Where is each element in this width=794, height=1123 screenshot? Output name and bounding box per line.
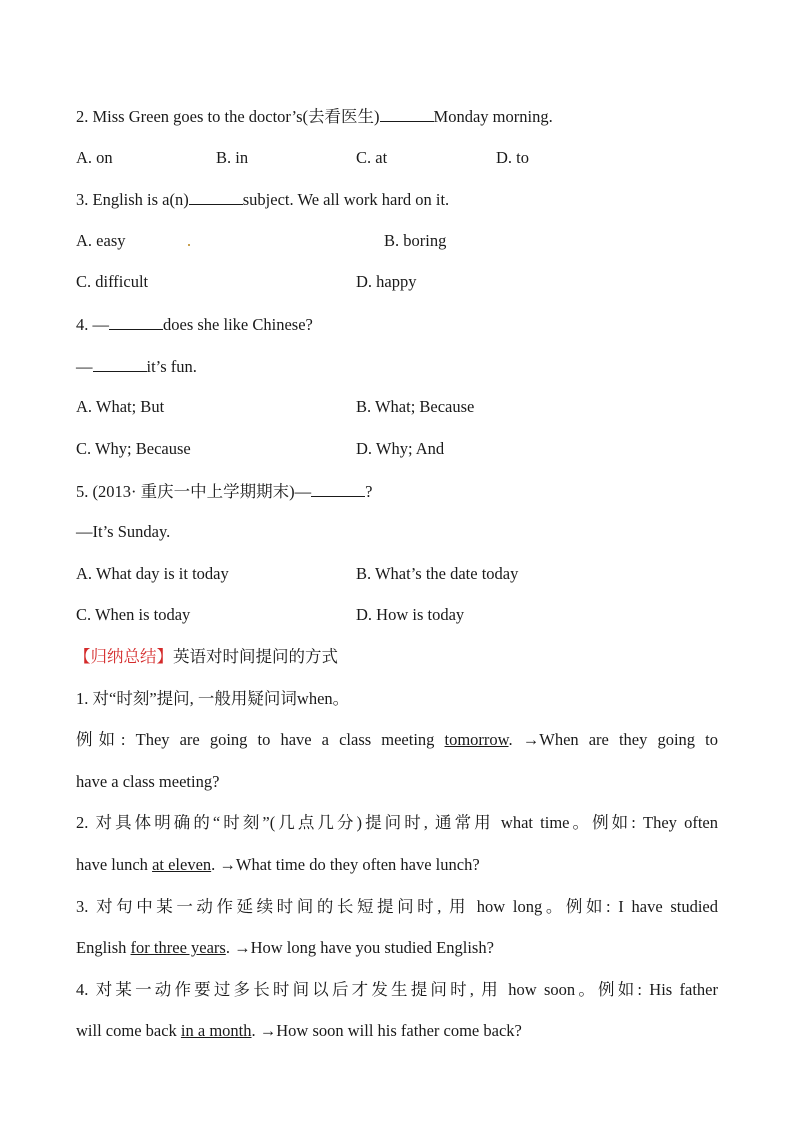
option-2c: C. at [356,148,388,167]
answer-blank [189,189,243,205]
stray-dot [188,244,190,246]
option-4d: D. Why; And [356,439,445,458]
question-4-line-2: — it’s fun. [76,357,197,376]
option-5d: D. How is today [356,605,465,624]
question-5-answer-line: —It’s Sunday. [76,522,171,541]
option-4a: A. What; But [76,397,165,416]
option-2b: B. in [216,148,249,167]
question-4-line-1: 4. — does she like Chinese? [76,315,313,334]
summary-label: 【归纳总结】 [74,647,173,666]
option-4c: C. Why; Because [76,439,191,458]
question-2-stem: 2. Miss Green goes to the doctor’s(去看医生) Monday morning. [76,107,553,126]
summary-point-4-example: will come back in a month. →How soon will his father come back? [76,1021,522,1040]
option-3c: C. difficult [76,272,149,291]
summary-point-4: 4. 对某一动作要过多长时间以后才发生提问时, 用 how soon。例如: His father [76,980,718,999]
option-2a: A. on [76,148,113,167]
summary-point-3-example: English for three years. →How long have you studied English? [76,938,494,957]
option-3b: B. boring [384,231,447,250]
question-3-stem: 3. English is a(n) subject. We all work hard on it. [76,190,450,209]
answer-blank [93,356,147,372]
answer-blank [109,314,163,330]
summary-title: 英语对时间提问的方式 [173,647,338,666]
option-3a: A. easy [76,231,126,250]
summary-point-2-example: have lunch at eleven. →What time do they often have lunch? [76,855,480,874]
option-5b: B. What’s the date today [356,564,519,583]
summary-point-2: 2. 对具体明确的“时刻”(几点几分)提问时, 通常用 what time。例如: They often [76,813,718,832]
summary-point-1: 1. 对“时刻”提问, 一般用疑问词when。 [76,689,350,708]
answer-blank [380,106,434,122]
answer-blank [311,481,365,497]
option-2d: D. to [496,148,529,167]
question-5-stem: 5. (2013· 重庆一中上学期期末)— ? [76,482,373,501]
option-3d: D. happy [356,272,417,291]
underlined-phrase: for three years [130,938,226,957]
summary-point-3: 3. 对句中某一动作延续时间的长短提问时, 用 how long。例如: I have studied [76,897,718,916]
summary-point-1-example: 例如: They are going to have a class meeting tomorrow. →When are they going to [76,730,718,749]
option-5c: C. When is today [76,605,191,624]
underlined-phrase: tomorrow [444,730,509,749]
underlined-phrase: at eleven [152,855,212,874]
option-4b: B. What; Because [356,397,475,416]
option-5a: A. What day is it today [76,564,229,583]
summary-heading [74,647,338,667]
underlined-phrase: in a month [180,1021,252,1040]
summary-point-1-example-cont: have a class meeting? [76,772,220,791]
